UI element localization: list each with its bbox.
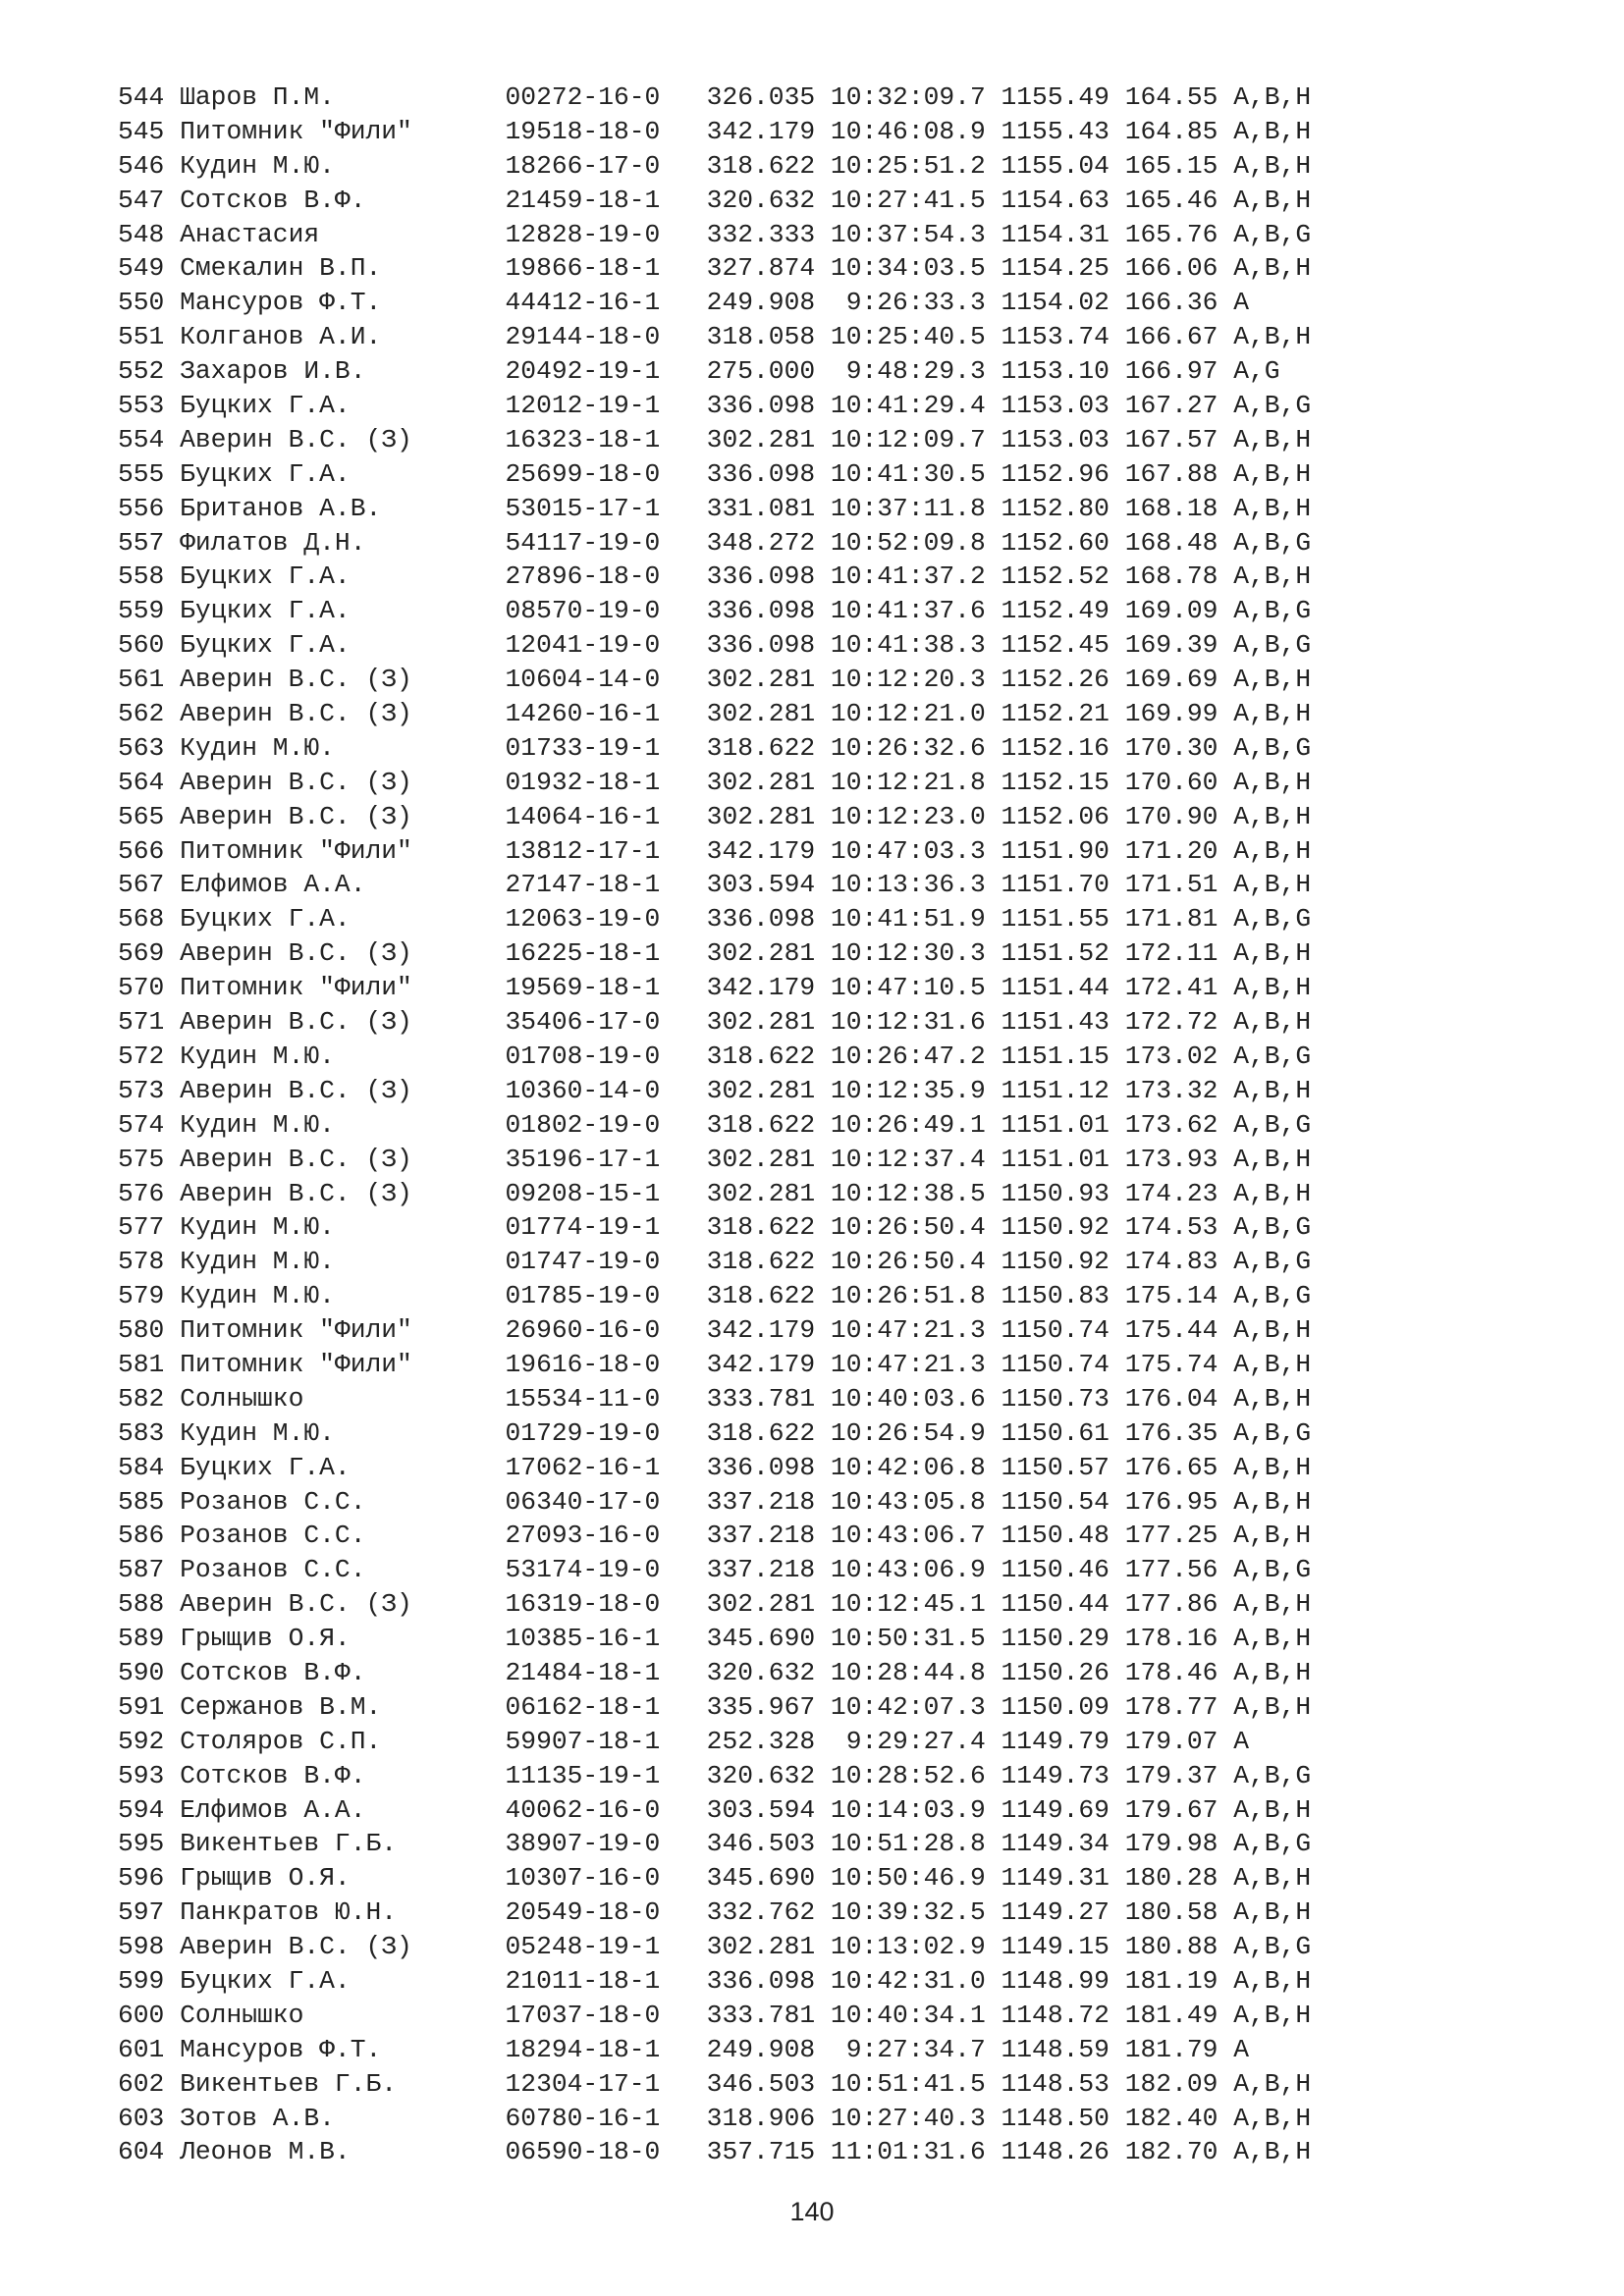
result-row: 566 Питомник "Фили" 13812-17-1 342.179 10:47:03.3 1151.90 171.20 A,B,H <box>118 835 1312 866</box>
result-row: 545 Питомник "Фили" 19518-18-0 342.179 10:46:08.9 1155.43 164.85 A,B,H <box>118 116 1312 146</box>
result-row: 598 Аверин В.С. (З) 05248-19-1 302.281 10:13:02.9 1149.15 180.88 A,B,G <box>118 1932 1312 1962</box>
result-row: 580 Питомник "Фили" 26960-16-0 342.179 10:47:21.3 1150.74 175.44 A,B,H <box>118 1315 1312 1346</box>
result-row: 562 Аверин В.С. (З) 14260-16-1 302.281 10:12:21.0 1152.21 169.99 A,B,H <box>118 699 1312 729</box>
result-row: 603 Зотов А.В. 60780-16-1 318.906 10:27:40.3 1148.50 182.40 A,B,H <box>118 2103 1312 2133</box>
result-row: 565 Аверин В.С. (З) 14064-16-1 302.281 10:12:23.0 1152.06 170.90 A,B,H <box>118 801 1312 831</box>
result-row: 604 Леонов М.В. 06590-18-0 357.715 11:01:31.6 1148.26 182.70 A,B,H <box>118 2137 1312 2167</box>
result-row: 594 Елфимов А.А. 40062-16-0 303.594 10:14:03.9 1149.69 179.67 A,B,H <box>118 1794 1312 1825</box>
result-row: 582 Солнышко 15534-11-0 333.781 10:40:03.6 1150.73 176.04 A,B,H <box>118 1383 1312 1414</box>
result-row: 585 Розанов С.С. 06340-17-0 337.218 10:43:05.8 1150.54 176.95 A,B,H <box>118 1486 1312 1517</box>
result-row: 570 Питомник "Фили" 19569-18-1 342.179 10:47:10.5 1151.44 172.41 A,B,H <box>118 973 1312 1003</box>
result-row: 592 Столяров С.П. 59907-18-1 252.328 9:29:27.4 1149.79 179.07 A <box>118 1726 1249 1756</box>
result-row: 546 Кудин М.Ю. 18266-17-0 318.622 10:25:51.2 1155.04 165.15 A,B,H <box>118 150 1312 181</box>
result-row: 553 Буцких Г.А. 12012-19-1 336.098 10:41:29.4 1153.03 167.27 A,B,G <box>118 391 1312 421</box>
result-row: 554 Аверин В.С. (З) 16323-18-1 302.281 10:12:09.7 1153.03 167.57 A,B,H <box>118 424 1312 454</box>
result-row: 581 Питомник "Фили" 19616-18-0 342.179 10:47:21.3 1150.74 175.74 A,B,H <box>118 1349 1312 1379</box>
result-row: 547 Сотсков В.Ф. 21459-18-1 320.632 10:27:41.5 1154.63 165.46 A,B,H <box>118 185 1312 215</box>
result-row: 583 Кудин М.Ю. 01729-19-0 318.622 10:26:54.9 1150.61 176.35 A,B,G <box>118 1417 1312 1448</box>
result-row: 549 Смекалин В.П. 19866-18-1 327.874 10:34:03.5 1154.25 166.06 A,B,H <box>118 253 1312 284</box>
result-row: 591 Сержанов В.М. 06162-18-1 335.967 10:42:07.3 1150.09 178.77 A,B,H <box>118 1691 1312 1722</box>
result-row: 574 Кудин М.Ю. 01802-19-0 318.622 10:26:49.1 1151.01 173.62 A,B,G <box>118 1109 1312 1140</box>
page-number: 140 <box>789 2197 835 2226</box>
result-row: 552 Захаров И.В. 20492-19-1 275.000 9:48:29.3 1153.10 166.97 A,G <box>118 356 1280 387</box>
result-row: 579 Кудин М.Ю. 01785-19-0 318.622 10:26:51.8 1150.83 175.14 A,B,G <box>118 1281 1312 1311</box>
result-row: 589 Грыщив О.Я. 10385-16-1 345.690 10:50:31.5 1150.29 178.16 A,B,H <box>118 1624 1312 1654</box>
result-row: 568 Буцких Г.А. 12063-19-0 336.098 10:41:51.9 1151.55 171.81 A,B,G <box>118 904 1312 934</box>
result-row: 590 Сотсков В.Ф. 21484-18-1 320.632 10:28:44.8 1150.26 178.46 A,B,H <box>118 1657 1312 1687</box>
result-row: 548 Анастасия 12828-19-0 332.333 10:37:54.3 1154.31 165.76 A,B,G <box>118 219 1312 249</box>
result-row: 595 Викентьев Г.Б. 38907-19-0 346.503 10:51:28.8 1149.34 179.98 A,B,G <box>118 1829 1312 1859</box>
result-row: 576 Аверин В.С. (З) 09208-15-1 302.281 10:12:38.5 1150.93 174.23 A,B,H <box>118 1178 1312 1208</box>
result-row: 599 Буцких Г.А. 21011-18-1 336.098 10:42:31.0 1148.99 181.19 A,B,H <box>118 1965 1312 1996</box>
result-row: 584 Буцких Г.А. 17062-16-1 336.098 10:42:06.8 1150.57 176.65 A,B,H <box>118 1452 1312 1482</box>
result-row: 571 Аверин В.С. (З) 35406-17-0 302.281 10:12:31.6 1151.43 172.72 A,B,H <box>118 1007 1312 1038</box>
result-row: 593 Сотсков В.Ф. 11135-19-1 320.632 10:28:52.6 1149.73 179.37 A,B,G <box>118 1760 1312 1790</box>
result-row: 560 Буцких Г.А. 12041-19-0 336.098 10:41:38.3 1152.45 169.39 A,B,G <box>118 630 1312 661</box>
result-row: 602 Викентьев Г.Б. 12304-17-1 346.503 10:51:41.5 1148.53 182.09 A,B,H <box>118 2068 1312 2099</box>
result-row: 563 Кудин М.Ю. 01733-19-1 318.622 10:26:32.6 1152.16 170.30 A,B,G <box>118 732 1312 763</box>
result-row: 572 Кудин М.Ю. 01708-19-0 318.622 10:26:47.2 1151.15 173.02 A,B,G <box>118 1041 1312 1071</box>
result-row: 601 Мансуров Ф.Т. 18294-18-1 249.908 9:27:34.7 1148.59 181.79 A <box>118 2034 1249 2064</box>
result-row: 567 Елфимов А.А. 27147-18-1 303.594 10:13:36.3 1151.70 171.51 A,B,H <box>118 870 1312 900</box>
result-row: 556 Британов А.В. 53015-17-1 331.081 10:37:11.8 1152.80 168.18 A,B,H <box>118 493 1312 523</box>
result-row: 575 Аверин В.С. (З) 35196-17-1 302.281 10:12:37.4 1151.01 173.93 A,B,H <box>118 1144 1312 1174</box>
result-row: 557 Филатов Д.Н. 54117-19-0 348.272 10:52:09.8 1152.60 168.48 A,B,G <box>118 527 1312 558</box>
result-row: 559 Буцких Г.А. 08570-19-0 336.098 10:41:37.6 1152.49 169.09 A,B,G <box>118 596 1312 626</box>
result-row: 588 Аверин В.С. (З) 16319-18-0 302.281 10:12:45.1 1150.44 177.86 A,B,H <box>118 1589 1312 1620</box>
result-row: 558 Буцких Г.А. 27896-18-0 336.098 10:41:37.2 1152.52 168.78 A,B,H <box>118 561 1312 592</box>
result-row: 586 Розанов С.С. 27093-16-0 337.218 10:43:06.7 1150.48 177.25 A,B,H <box>118 1521 1312 1551</box>
results-table <box>118 80 1311 2169</box>
result-row: 587 Розанов С.С. 53174-19-0 337.218 10:43:06.9 1150.46 177.56 A,B,G <box>118 1555 1312 1585</box>
result-row: 578 Кудин М.Ю. 01747-19-0 318.622 10:26:50.4 1150.92 174.83 A,B,G <box>118 1247 1312 1277</box>
result-row: 596 Грыщив О.Я. 10307-16-0 345.690 10:50:46.9 1149.31 180.28 A,B,H <box>118 1863 1312 1894</box>
result-row: 569 Аверин В.С. (З) 16225-18-1 302.281 10:12:30.3 1151.52 172.11 A,B,H <box>118 938 1312 969</box>
result-row: 551 Колганов А.И. 29144-18-0 318.058 10:25:40.5 1153.74 166.67 A,B,H <box>118 322 1312 352</box>
result-row: 544 Шаров П.М. 00272-16-0 326.035 10:32:09.7 1155.49 164.55 A,B,H <box>118 82 1312 112</box>
result-row: 550 Мансуров Ф.Т. 44412-16-1 249.908 9:26:33.3 1154.02 166.36 A <box>118 288 1249 318</box>
result-row: 564 Аверин В.С. (З) 01932-18-1 302.281 10:12:21.8 1152.15 170.60 A,B,H <box>118 767 1312 797</box>
result-row: 600 Солнышко 17037-18-0 333.781 10:40:34.1 1148.72 181.49 A,B,H <box>118 2000 1312 2030</box>
result-row: 561 Аверин В.С. (З) 10604-14-0 302.281 10:12:20.3 1152.26 169.69 A,B,H <box>118 665 1312 695</box>
result-row: 597 Панкратов Ю.Н. 20549-18-0 332.762 10:39:32.5 1149.27 180.58 A,B,H <box>118 1897 1312 1928</box>
result-row: 555 Буцких Г.А. 25699-18-0 336.098 10:41:30.5 1152.96 167.88 A,B,H <box>118 458 1312 489</box>
result-row: 577 Кудин М.Ю. 01774-19-1 318.622 10:26:50.4 1150.92 174.53 A,B,G <box>118 1212 1312 1243</box>
result-row: 573 Аверин В.С. (З) 10360-14-0 302.281 10:12:35.9 1151.12 173.32 A,B,H <box>118 1075 1312 1105</box>
